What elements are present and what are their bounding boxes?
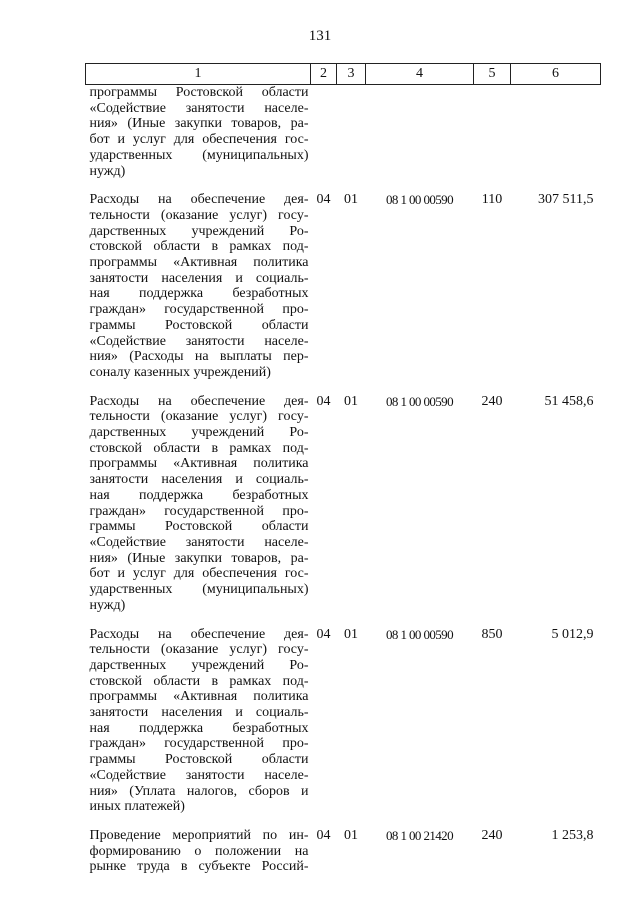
expense-type-cell: 110: [481, 192, 503, 208]
row-name-line: ударственных (муниципальных): [89, 147, 309, 163]
row-name-line: дарственных учреждений Ро-: [89, 425, 309, 441]
row-name-line: дарственных учреждений Ро-: [89, 657, 309, 673]
section-cell: 04: [316, 626, 331, 642]
row-name-cell: [86, 614, 311, 815]
row-name-line: занятости населения и социаль-: [89, 472, 309, 488]
row-name-line: ния» (Иные закупки товаров, ра-: [89, 116, 309, 132]
row-name-cell: [86, 815, 311, 875]
row-name-line: стовской области в рамках под-: [89, 440, 309, 456]
row-name-line: ная поддержка безработных: [89, 286, 309, 302]
expense-type-cell: 240: [481, 827, 503, 843]
row-name-line: занятости населения и социаль-: [89, 270, 309, 286]
amount-cell: 51 458,6: [544, 393, 594, 409]
row-name-line: стовской области в рамках под-: [89, 673, 309, 689]
row-name-line: Проведение мероприятий по ин-: [89, 827, 309, 843]
row-name-line: тельности (оказание услуг) госу-: [89, 207, 309, 223]
section-cell: 04: [316, 192, 331, 208]
target-article-cell: [366, 85, 474, 180]
section-cell: [311, 85, 337, 180]
row-name-line: граммы Ростовской области: [89, 752, 309, 768]
row-name-line: занятости населения и социаль-: [89, 705, 309, 721]
row-name-cell: [86, 381, 311, 614]
row-name-line: «Содействие занятости населе-: [89, 100, 309, 116]
subsection-cell: 01: [344, 827, 358, 843]
row-name-line: ния» (Иные закупки товаров, ра-: [89, 550, 309, 566]
row-name-line: ния» (Уплата налогов, сборов и: [89, 783, 309, 799]
table-row: [86, 85, 601, 180]
amount-cell: 5 012,9: [551, 626, 594, 642]
row-name-line: граждан» государственной про-: [89, 302, 309, 318]
column-header-name: 1: [86, 64, 311, 85]
row-name-line: граждан» государственной про-: [89, 503, 309, 519]
section-cell: 04: [316, 393, 331, 409]
row-name-line: программы «Активная политика: [89, 255, 309, 271]
amount-cell: [511, 85, 601, 180]
row-name-line: программы «Активная политика: [89, 689, 309, 705]
subsection-cell: 01: [344, 192, 358, 208]
row-name-line: программы «Активная политика: [89, 456, 309, 472]
table-body: [86, 85, 601, 876]
expense-type-cell: 240: [481, 393, 503, 409]
row-name-line: ударственных (муниципальных): [89, 582, 309, 598]
expense-type-cell: [474, 85, 511, 180]
row-name-line: граммы Ростовской области: [89, 519, 309, 535]
row-name-line: бот и услуг для обеспечения гос-: [89, 566, 309, 582]
row-name-line: ния» (Расходы на выплаты пер-: [89, 349, 309, 365]
target-article-cell: 08 1 00 00590: [386, 393, 453, 409]
row-name-line: Расходы на обеспечение дея-: [89, 192, 309, 208]
row-name-line: «Содействие занятости населе-: [89, 534, 309, 550]
row-name-line: «Содействие занятости населе-: [89, 333, 309, 349]
target-article-cell: 08 1 00 00590: [386, 626, 453, 642]
column-header-amount: 6: [511, 64, 601, 85]
column-header-section: 2: [311, 64, 337, 85]
subsection-cell: [337, 85, 366, 180]
row-name-line: бот и услуг для обеспечения гос-: [89, 132, 309, 148]
row-name-line: программы Ростовской области: [89, 85, 309, 100]
section-cell: 04: [316, 827, 331, 843]
target-article-cell: 08 1 00 21420: [386, 827, 453, 843]
subsection-cell: 01: [344, 626, 358, 642]
row-name-line: тельности (оказание услуг) госу-: [89, 409, 309, 425]
expense-type-cell: 850: [481, 626, 503, 642]
column-header-subsection: 3: [337, 64, 366, 85]
row-name-line: тельности (оказание услуг) госу-: [89, 642, 309, 658]
row-name-line: граждан» государственной про-: [89, 736, 309, 752]
budget-table: [85, 63, 601, 875]
table-row: [86, 179, 601, 380]
row-name-line: формированию о положении на: [89, 843, 309, 859]
row-name-line: стовской области в рамках под-: [89, 239, 309, 255]
page-number: 131: [308, 28, 332, 44]
row-name-line: ная поддержка безработных: [89, 720, 309, 736]
subsection-cell: 01: [344, 393, 358, 409]
amount-cell: 1 253,8: [551, 827, 594, 843]
column-header-expense-type: 5: [474, 64, 511, 85]
row-name-line: ная поддержка безработных: [89, 487, 309, 503]
row-name-line: нужд): [89, 163, 126, 179]
amount-cell: 307 511,5: [538, 192, 594, 208]
row-name-line: рынке труда в субъекте Россий-: [89, 859, 309, 875]
row-name-line: Расходы на обеспечение дея-: [89, 626, 309, 642]
row-name-line: дарственных учреждений Ро-: [89, 223, 309, 239]
row-name-line: соналу казенных учреждений): [89, 364, 271, 380]
table-header-row: [86, 64, 601, 85]
target-article-cell: 08 1 00 00590: [386, 192, 453, 208]
row-name-cell: [86, 179, 311, 380]
row-name-line: иных платежей): [89, 799, 185, 815]
row-name-cell: [86, 85, 311, 180]
table-row: [86, 815, 601, 875]
column-header-target-article: 4: [366, 64, 474, 85]
row-name-line: «Содействие занятости населе-: [89, 767, 309, 783]
table-row: [86, 381, 601, 614]
table-row: [86, 614, 601, 815]
row-name-line: Расходы на обеспечение дея-: [89, 393, 309, 409]
row-name-line: граммы Ростовской области: [89, 317, 309, 333]
row-name-line: нужд): [89, 597, 126, 613]
